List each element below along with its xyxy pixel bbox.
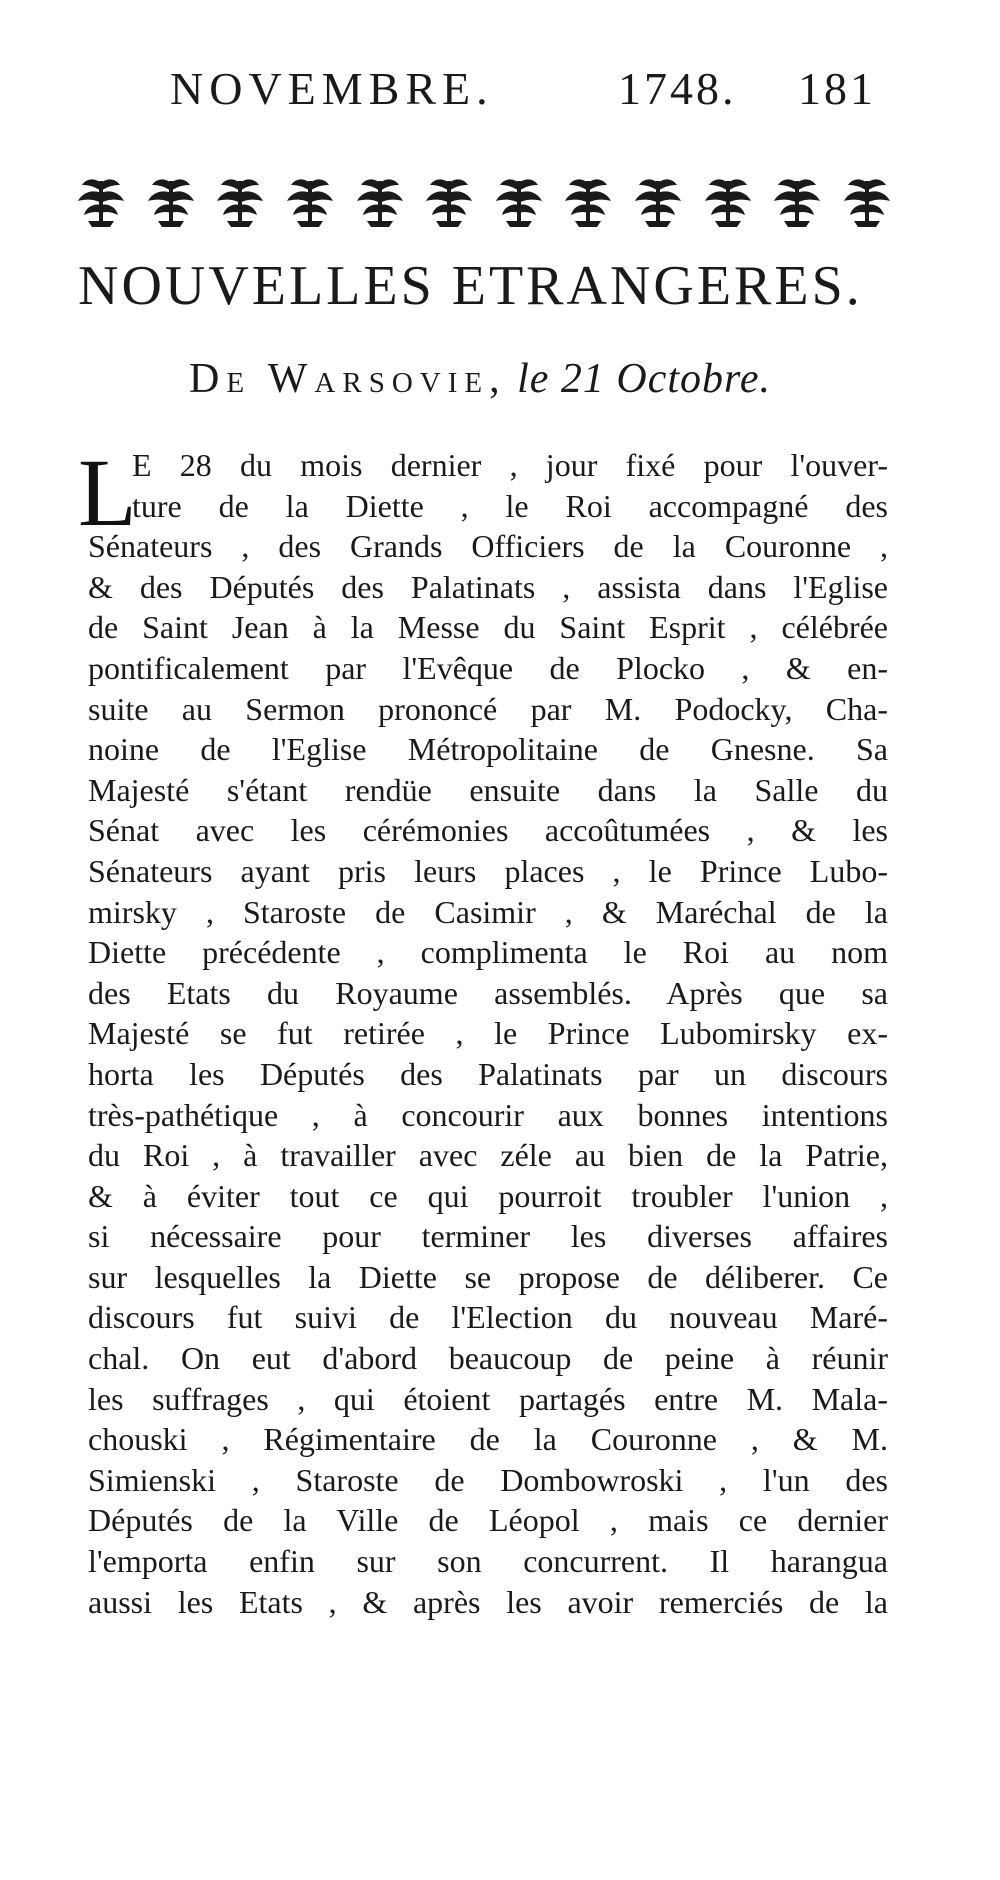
text-line: les suffrages , qui étoient partagés entre M. Mala- (88, 1380, 888, 1417)
text-line: des Etats du Royaume assemblés. Après que sa (88, 974, 888, 1011)
palmette-ornament-icon (492, 173, 546, 229)
article-body (78, 439, 888, 1622)
text-line: horta les Députés des Palatinats par un discours (88, 1055, 888, 1092)
text-line: pontificalement par l'Evêque de Plocko , & en- (88, 649, 888, 686)
palmette-ornament-icon (283, 173, 337, 229)
text-line: mirsky , Staroste de Casimir , & Maréchal de la (88, 893, 888, 930)
text-line: de Saint Jean à la Messe du Saint Esprit , célébrée (88, 609, 888, 646)
palmette-ornament-icon (353, 173, 407, 229)
text-line: Députés de la Ville de Léopol , mais ce dernier (88, 1502, 888, 1539)
text-line: chouski , Régimentaire de la Couronne , & M. (88, 1421, 888, 1458)
text-line: & à éviter tout ce qui pourroit troubler l'union , (88, 1177, 888, 1214)
text-line: Simienski , Staroste de Dombowroski , l'un des (88, 1461, 888, 1498)
text-line: sur lesquelles la Diette se propose de déliberer. Ce (88, 1258, 888, 1295)
dateline-place: De Warsovie, (189, 356, 507, 402)
text-line: aussi les Etats , & après les avoir remerciés de la (88, 1583, 888, 1620)
text-line: discours fut suivi de l'Election du nouveau Maré- (88, 1299, 888, 1336)
palmette-ornament-icon (631, 173, 685, 229)
dateline-date: le 21 Octobre. (517, 356, 771, 402)
palmette-ornament-icon (561, 173, 615, 229)
text-line: très-pathétique , à concourir aux bonnes intentions (88, 1096, 888, 1133)
palmette-ornament-icon (422, 173, 476, 229)
running-head (170, 62, 890, 122)
page-number: 181 (798, 63, 876, 114)
text-line: & des Députés des Palatinats , assista dans l'Eglise (88, 568, 888, 605)
text-line: E 28 du mois dernier , jour fixé pour l'ouver- (132, 447, 888, 483)
text-line: l'emporta enfin sur son concurrent. Il harangua (88, 1543, 888, 1580)
dateline (0, 358, 960, 400)
text-line: Sénateurs , des Grands Officiers de la Couronne , (88, 528, 888, 565)
section-title: NOUVELLES ETRANGERES. (78, 255, 863, 317)
header-month: NOVEMBRE. (170, 63, 494, 114)
text-line: du Roi , à travailler avec zéle au bien de la Patrie, (88, 1137, 888, 1174)
text-line: Diette précédente , complimenta le Roi au nom (88, 934, 888, 971)
text-line: Majesté se fut retirée , le Prince Lubomirsky ex- (88, 1015, 888, 1052)
palmette-ornament-icon (144, 173, 198, 229)
text-line: noine de l'Eglise Métropolitaine de Gnesne. Sa (88, 731, 888, 768)
palmette-ornament-icon (840, 173, 894, 229)
palmette-ornament-icon (213, 173, 267, 229)
palmette-ornament-icon (701, 173, 755, 229)
drop-cap: L (78, 439, 137, 546)
text-line: Majesté s'étant rendüe ensuite dans la Salle du (88, 771, 888, 808)
text-line: si nécessaire pour terminer les diverses affaires (88, 1218, 888, 1255)
text-line: Sénat avec les cérémonies accoûtumées , & les (88, 812, 888, 849)
ornament-band (74, 172, 894, 230)
text-line: suite au Sermon prononcé par M. Podocky, Cha- (88, 690, 888, 727)
header-year: 1748. (618, 63, 737, 114)
text-line: chal. On eut d'abord beaucoup de peine à réunir (88, 1340, 888, 1377)
text-line: ture de la Diette , le Roi accompagné des (132, 487, 888, 524)
text-line: Sénateurs ayant pris leurs places , le Prince Lubo- (88, 852, 888, 889)
palmette-ornament-icon (770, 173, 824, 229)
palmette-ornament-icon (74, 173, 128, 229)
